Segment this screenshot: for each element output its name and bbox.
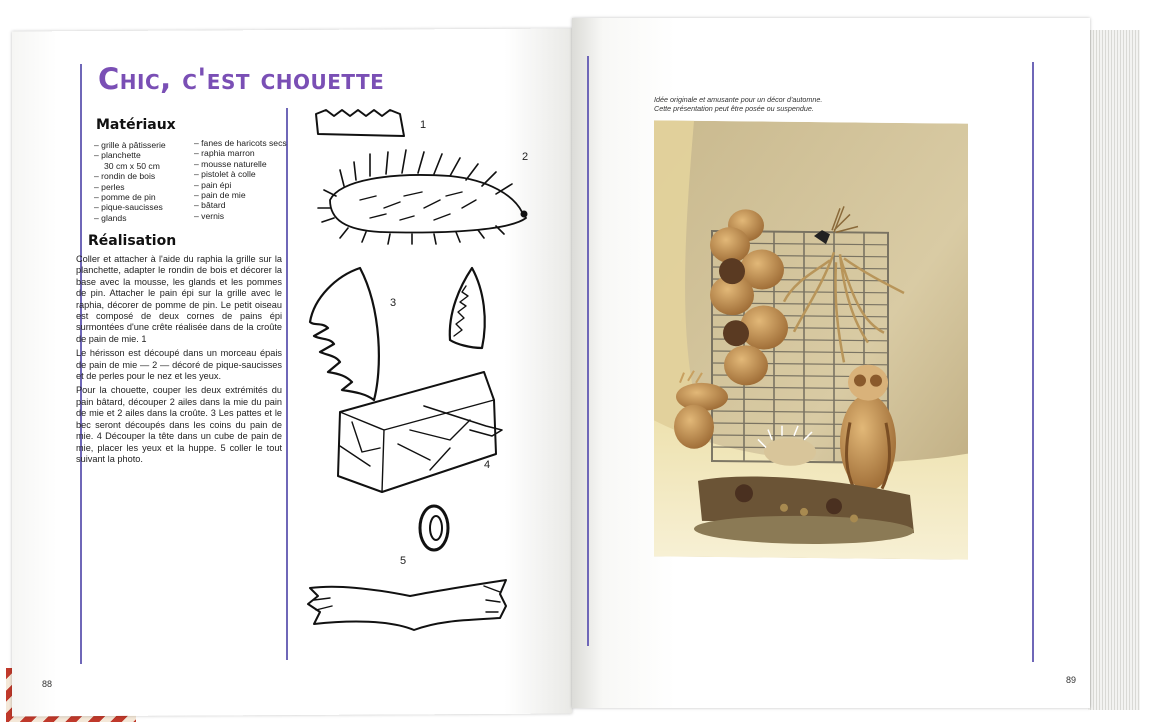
base-strip-template: [308, 580, 506, 630]
right-margin-rule-outer: [1032, 62, 1034, 662]
material-item: – mousse naturelle: [194, 159, 287, 169]
material-item: – planchette: [94, 150, 166, 160]
material-item: – pain épi: [194, 180, 287, 190]
materials-list-col2: [194, 138, 287, 221]
figure-number: 4: [484, 459, 491, 471]
material-item: 30 cm x 50 cm: [104, 160, 160, 171]
page-number-right: 89: [1066, 675, 1077, 685]
instruction-paragraph: Coller et attacher à l'aide du raphia la grille sur la planchette, adapter le rondin de bois et décorer la base avec la mousse, les glands et les pommes de pin. Attacher le pain épi sur la grille avec le raphia, décorer de pomme de pin. Le petit oiseau est composé de deux cornes de pains épi surmontées d'une crête réalisée dans de la croûte de pain de mie. 1: [76, 254, 282, 344]
material-item: – grille à pâtisserie: [94, 140, 166, 150]
templates-illustration: [300, 100, 540, 640]
material-item: – pique-saucisses: [94, 202, 166, 212]
eye-disc-template: [420, 506, 448, 550]
material-item: – glands: [94, 213, 166, 223]
hedgehog-template: [330, 175, 526, 232]
figure-number: 2: [522, 151, 529, 163]
right-margin-rule-inner: [587, 56, 589, 646]
realisation-heading: Réalisation: [88, 233, 177, 249]
instruction-paragraph: Le hérisson est découpé dans un morceau épais de pain de mie — 2 — décoré de pique-saucisses et de perles pour le nez et les yeux.: [76, 348, 282, 382]
page-title: Chic, c'est chouette: [98, 62, 385, 96]
photo-caption: [654, 96, 904, 113]
material-item: – bâtard: [194, 200, 287, 210]
material-item: – fanes de haricots secs: [194, 138, 287, 148]
wing-template-left: [310, 268, 379, 400]
material-item: – vernis: [194, 211, 287, 221]
caption-line: Cette présentation peut être posée ou suspendue.: [654, 103, 814, 113]
figure-number: 5: [400, 555, 407, 567]
project-photo: [654, 120, 968, 559]
caption-line: Idée originale et amusante pour un décor d'automne.: [654, 95, 823, 104]
material-item: – rondin de bois: [94, 171, 166, 181]
material-item: – raphia marron: [194, 148, 287, 158]
material-item: – pomme de pin: [94, 192, 166, 202]
page-number-left: 88: [42, 679, 53, 689]
instruction-paragraph: Pour la chouette, couper les deux extrémités du pain bâtard, découper 2 ailes dans la mie du pain de mie et 2 ailes dans la croûte. 3 Les pattes et le bec seront découpés dans les coins du pain de mie. 4 Découper la tête dans un cube de pain de mie, placer les yeux et la huppe. 5 coller le tout suivant la photo.: [76, 385, 282, 464]
instructions-text: [76, 254, 282, 468]
materials-heading: Matériaux: [96, 117, 176, 133]
figure-number: 3: [390, 297, 397, 309]
figure-number: 1: [420, 119, 427, 131]
crest-template: [316, 110, 404, 136]
page-stack-edge: [1088, 30, 1140, 710]
material-item: – perles: [94, 182, 166, 192]
material-item: – pistolet à colle: [194, 169, 287, 179]
materials-list-col1: [94, 140, 166, 223]
material-item: – pain de mie: [194, 190, 287, 200]
